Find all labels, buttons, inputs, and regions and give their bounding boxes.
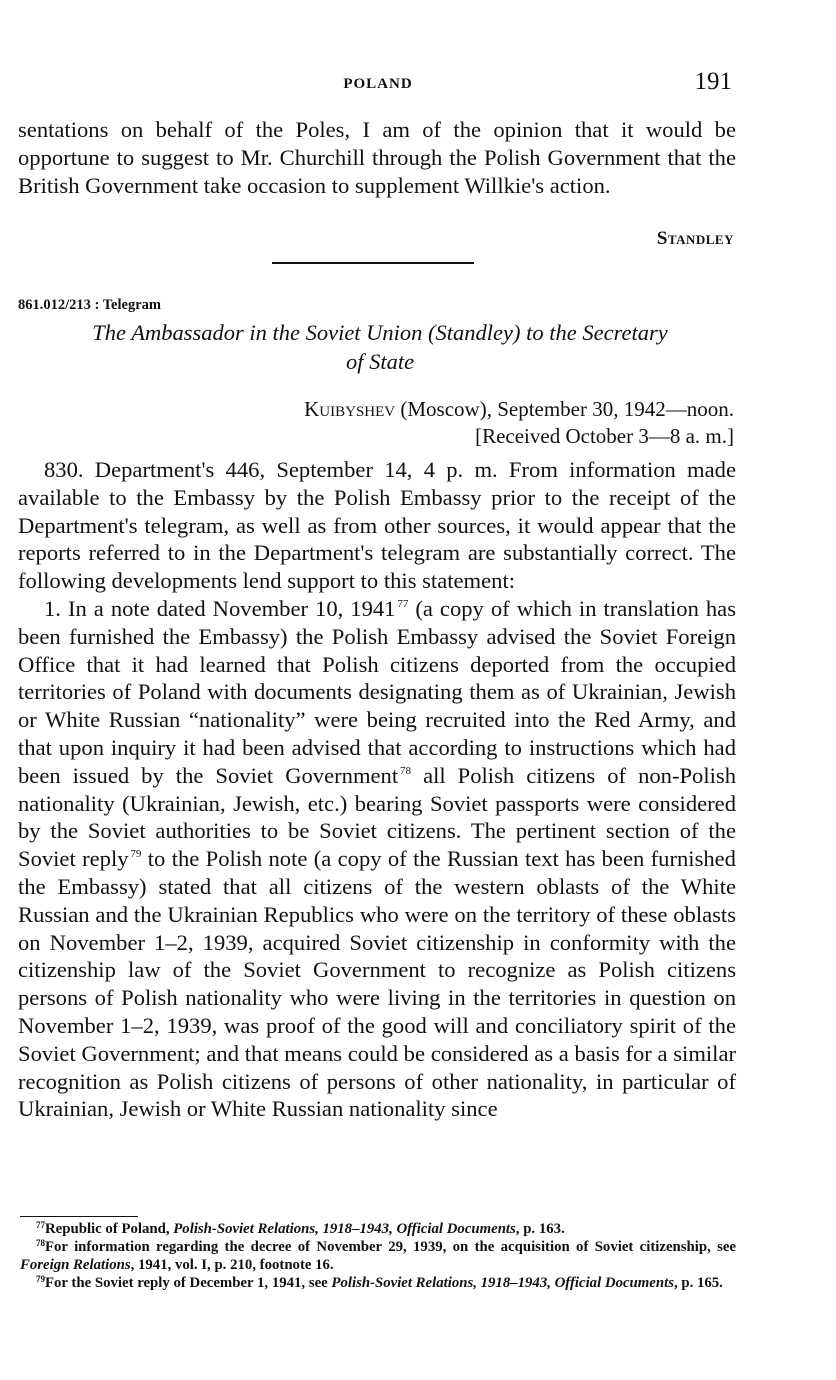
footnote-text: For information regarding the decree of November 29, 1939, on the acquisition of Soviet citizenship, see xyxy=(45,1239,736,1255)
footnote-77 xyxy=(20,1220,736,1238)
running-title: POLAND xyxy=(343,76,413,92)
file-reference: 861.012/213 : Telegram xyxy=(18,297,161,313)
footnote-italic: Polish-Soviet Relations, 1918–1943, Official Documents xyxy=(331,1275,674,1291)
para2-part-b: (a copy of which in translation has been furnished the Embassy) the Polish Embassy advised the Soviet Foreign Office that it had learned that Polish citizens deported from the occupied territories of Poland with documents designating them as of Ukrainian, Jewish or White Russian “nationality” were being recruited into the Red Army, and that upon inquiry it had been advised that according to instructions which had been issued by the Soviet Government xyxy=(18,595,736,788)
footnote-79 xyxy=(20,1274,736,1292)
para2-part-c: all Polish citizens of non-Polish nationality (Ukrainian, Jewish, etc.) bearing Soviet passports were considered by the Soviet authorities to be Soviet citizens. The pertinent section of the Soviet reply xyxy=(18,762,736,872)
document-heading xyxy=(30,318,730,376)
footnote-divider xyxy=(20,1216,138,1217)
footnote-ref-79: 79 xyxy=(130,848,142,861)
para2-part-a: 1. In a note dated November 10, 1941 xyxy=(44,595,396,621)
heading-line-1: The Ambassador in the Soviet Union (Standley) to the Secretary xyxy=(92,320,668,345)
section-divider xyxy=(272,262,474,264)
footnote-text-end: , p. 165. xyxy=(673,1275,723,1291)
running-header xyxy=(0,68,836,102)
continuation-text xyxy=(18,116,736,199)
footnote-italic: Foreign Relations xyxy=(20,1257,131,1273)
footnote-text-end: , 1941, vol. I, p. 210, footnote 16. xyxy=(130,1257,334,1273)
footnote-ref-77: 77 xyxy=(397,597,409,610)
footnote-number: 78 xyxy=(36,1238,45,1248)
heading-line-2: of State xyxy=(345,349,415,374)
dateline xyxy=(304,397,734,422)
footnote-text: Republic of Poland, xyxy=(45,1221,174,1237)
footnote-italic: Polish-Soviet Relations, 1918–1943, Official Documents xyxy=(173,1221,516,1237)
footnote-number: 77 xyxy=(36,1220,45,1230)
para2-part-d: to the Polish note (a copy of the Russian text has been furnished the Embassy) stated that all citizens of the western oblasts of the White Russian and the Ukrainian Republics who were on the territory of these oblasts on November 1–2, 1939, acquired Soviet citizenship in conformity with the citizenship law of the Soviet Government to recognize as Polish citizens persons of Polish nationality who were living in the territories in question on November 1–2, 1939, was proof of the good will and conciliatory spirit of the Soviet Government; and that means could be considered as a basis for a similar recognition as Polish citizens of persons of other nationality, in particular of Ukrainian, Jewish or White Russian nationality since xyxy=(18,846,736,1122)
footnote-text-end: , p. 163. xyxy=(515,1221,565,1237)
continuation-paragraph: sentations on behalf of the Poles, I am of the opinion that it would be opportune to suggest to Mr. Churchill through the Polish Government that the British Government take occasion to supplement Willkie's action. xyxy=(18,117,736,198)
footnote-text: For the Soviet reply of December 1, 1941, see xyxy=(45,1275,332,1291)
page-number: 191 xyxy=(694,68,732,95)
footnote-ref-78: 78 xyxy=(400,764,412,777)
footnotes xyxy=(20,1220,736,1292)
signature: Standley xyxy=(656,228,734,249)
telegram-body xyxy=(18,456,736,1123)
footnote-78 xyxy=(20,1238,736,1274)
telegram-paragraph-1: 830. Department's 446, September 14, 4 p. m. From information made available to the Embassy by the Polish Embassy prior to the receipt of the Department's telegram, as well as from other sources, it would appear that the reports referred to in the Department's telegram are substantially correct. The following developments lend support to this statement: xyxy=(18,457,736,594)
dateline-place: Kuibyshev xyxy=(304,397,396,421)
footnote-number: 79 xyxy=(36,1274,45,1284)
received-line: [Received October 3—8 a. m.] xyxy=(475,424,734,448)
dateline-date: (Moscow), September 30, 1942—noon. xyxy=(400,397,734,421)
telegram-paragraph-2 xyxy=(18,595,736,1123)
